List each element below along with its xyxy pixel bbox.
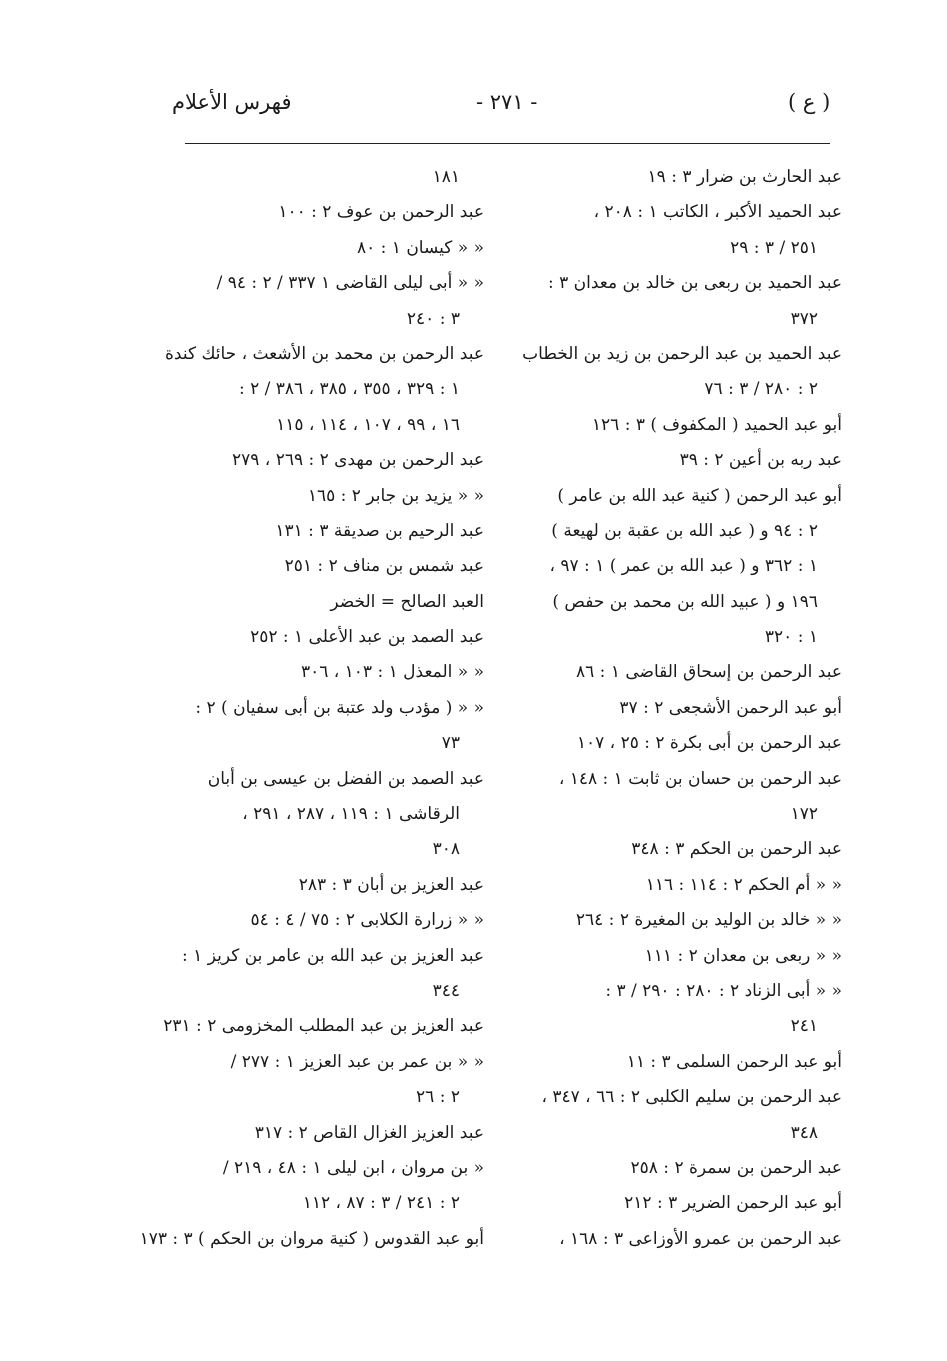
index-entry-line: « « أم الحكم ٢ : ١١٤ : ١١٦: [645, 874, 842, 895]
index-entry-line: ٣٤٨: [790, 1122, 818, 1143]
index-entry-line: عبد ربه بن أعين ٢ : ٣٩: [679, 450, 842, 471]
header-rule: [185, 143, 830, 144]
index-entry-line: ٣٠٨: [432, 839, 460, 860]
index-entry-line: أبو عبد الرحمن الضرير ٣ : ٢١٢: [624, 1193, 842, 1214]
index-entry-line: ٣٤٤: [432, 980, 460, 1001]
index-entry-line: عبد الحميد بن عبد الرحمن بن زيد بن الخطاب: [522, 343, 842, 364]
index-entry-line: « « أبى الزناد ٢ : ٢٨٠ : ٢٩٠ / ٣ :: [605, 980, 842, 1001]
index-entry-line: عبد الرحيم بن صديقة ٣ : ١٣١: [275, 520, 484, 541]
index-entry-line: أبو عبد الرحمن الأشجعى ٢ : ٣٧: [619, 697, 842, 718]
index-entry-line: « « المعذل ١ : ١٠٣ ، ٣٠٦: [300, 662, 484, 683]
index-entry-line: عبد الرحمن بن سمرة ٢ : ٢٥٨: [630, 1157, 842, 1178]
index-entry-line: « بن مروان ، ابن ليلى ١ : ٤٨ ، ٢١٩ /: [222, 1157, 484, 1178]
index-entry-line: عبد الحارث بن ضرار ٣ : ١٩: [647, 167, 842, 187]
index-entry-line: ١٦ ، ٩٩ ، ١٠٧ ، ١١٤ ، ١١٥: [276, 414, 460, 435]
index-entry-line: ٣ : ٢٤٠: [406, 308, 460, 329]
page-number: - ٢٧١ -: [476, 90, 538, 114]
index-entry-line: عبد الصمد بن الفضل بن عيسى بن أبان: [207, 768, 484, 789]
index-entry-line: عبد الحميد بن ربعى بن خالد بن معدان ٣ :: [547, 273, 842, 294]
index-entry-line: أبو عبد الرحمن السلمى ٣ : ١١: [626, 1051, 842, 1072]
index-entry-line: عبد الرحمن بن إسحاق القاضى ١ : ٨٦: [576, 662, 842, 683]
index-entry-line: ١٩٦ و ( عبيد الله بن محمد بن حفص ): [552, 591, 818, 612]
index-entry-line: عبد الرحمن بن حسان بن ثابت ١ : ١٤٨ ،: [558, 768, 842, 789]
index-entry-line: عبد الرحمن بن عمرو الأوزاعى ٣ : ١٦٨ ،: [559, 1228, 842, 1249]
index-entry-line: ١ : ٣٦٢ و ( عبد الله بن عمر ) ١ : ٩٧ ،: [549, 556, 818, 577]
index-entry-line: عبد الرحمن بن محمد بن الأشعث ، حائك كندة: [164, 343, 484, 364]
index-entry-line: عبد الرحمن بن مهدى ٢ : ٢٦٩ ، ٢٧٩: [231, 450, 484, 471]
index-entry-line: « « يزيد بن جابر ٢ : ١٦٥: [307, 485, 484, 506]
index-entry-line: ٢٤١: [790, 1016, 818, 1037]
index-entry-line: عبد الرحمن بن عوف ٢ : ١٠٠: [278, 202, 484, 223]
index-entry-line: ٢ : ٢٨٠ / ٣ : ٧٦: [704, 379, 818, 400]
index-entry-line: « « أبى ليلى القاضى ١ ٣٣٧ / ٢ : ٩٤ /: [216, 273, 484, 294]
index-entry-line: عبد شمس بن مناف ٢ : ٢٥١: [284, 556, 484, 577]
index-entry-line: « « بن عمر بن عبد العزيز ١ : ٢٧٧ /: [230, 1051, 484, 1072]
index-entry-line: أبو عبد الرحمن ( كنية عبد الله بن عامر ): [557, 485, 842, 506]
index-entry-line: عبد الرحمن بن الحكم ٣ : ٣٤٨: [631, 839, 842, 860]
index-entry-line: ١٧٢: [790, 804, 818, 825]
index-entry-line: « « زرارة الكلابى ٢ : ٧٥ / ٤ : ٥٤: [250, 910, 484, 931]
index-entry-line: « « ( مؤدب ولد عتبة بن أبى سفيان ) ٢ :: [195, 697, 484, 718]
index-entry-line: عبد العزيز الغزال القاص ٢ : ٣١٧: [254, 1122, 484, 1143]
index-entry-line: عبد العزيز بن عبد الله بن عامر بن كريز ١ :: [182, 945, 484, 966]
index-entry-line: عبد العزيز بن عبد المطلب المخزومى ٢ : ٢٣١: [163, 1016, 484, 1037]
index-entry-line: ٢ : ٢٦: [416, 1087, 460, 1108]
index-entry-line: ٢٥١ / ٣ : ٢٩: [730, 237, 818, 258]
index-entry-line: عبد الرحمن بن أبى بكرة ٢ : ٢٥ ، ١٠٧: [576, 733, 842, 754]
index-entry-line: عبد الحميد الأكبر ، الكاتب ١ : ٢٠٨ ،: [593, 202, 842, 223]
index-entry-line: « « ربعى بن معدان ٢ : ١١١: [644, 945, 842, 966]
index-entry-line: ١ : ٣٢٠: [764, 627, 818, 648]
index-column-right: [524, 160, 842, 1257]
index-entry-line: ٣٧٢: [790, 308, 818, 329]
index-entry-line: ١٨١: [432, 167, 460, 187]
index-entry-line: أبو عبد الحميد ( المكفوف ) ٣ : ١٢٦: [591, 414, 842, 435]
section-title: فهرس الأعلام: [172, 90, 292, 114]
index-entry-line: الرقاشى ١ : ١١٩ ، ٢٨٧ ، ٢٩١ ،: [242, 804, 460, 825]
index-entry-line: « « كيسان ١ : ٨٠: [356, 237, 484, 258]
index-entry-line: أبو عبد القدوس ( كنية مروان بن الحكم ) ٣ : ١٧٣: [139, 1228, 484, 1249]
index-entry-line: عبد الصمد بن عبد الأعلى ١ : ٢٥٢: [250, 627, 484, 648]
index-letter: ( ع ): [788, 90, 831, 114]
index-entry-line: ١ : ٣٢٩ ، ٣٥٥ ، ٣٨٥ ، ٣٨٦ / ٢ :: [238, 379, 460, 400]
index-entry-line: العبد الصالح = الخضر: [330, 591, 484, 612]
index-entry-line: « « خالد بن الوليد بن المغيرة ٢ : ٢٦٤: [575, 910, 842, 931]
index-column-left: [139, 160, 484, 1257]
index-entry-line: عبد العزيز بن أبان ٣ : ٢٨٣: [298, 874, 484, 895]
index-entry-line: ٢ : ٩٤ و ( عبد الله بن عقبة بن لهيعة ): [551, 520, 818, 541]
index-entry-line: ٢ : ٢٤١ / ٣ : ٨٧ ، ١١٢: [302, 1193, 460, 1214]
index-entry-line: عبد الرحمن بن سليم الكلبى ٢ : ٦٦ ، ٣٤٧ ،: [541, 1087, 842, 1108]
index-entry-line: ٧٣: [441, 733, 460, 754]
page-header: [0, 90, 947, 124]
